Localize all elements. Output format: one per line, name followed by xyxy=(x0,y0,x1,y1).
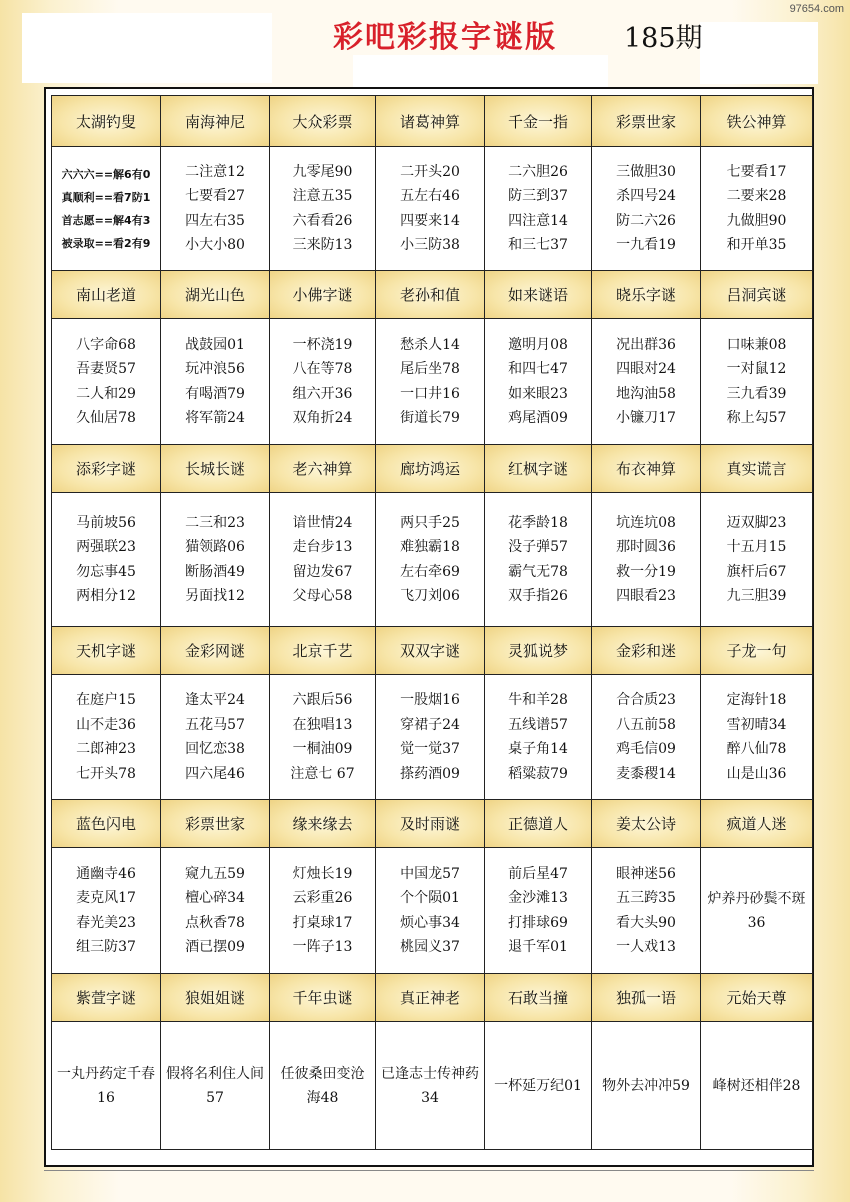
riddle-row xyxy=(52,147,813,271)
riddle-cell xyxy=(52,675,161,800)
column-name: 蓝色闪电 xyxy=(52,800,161,848)
column-name: 及时雨谜 xyxy=(376,800,485,848)
riddle-cell xyxy=(592,675,701,800)
column-name: 灵狐说梦 xyxy=(485,627,592,675)
riddle-line: 九零尾90 xyxy=(292,163,353,180)
riddle-line: 檀心碎34 xyxy=(185,890,245,906)
column-name: 布衣神算 xyxy=(592,445,701,493)
riddle-line: 地沟油58 xyxy=(616,385,676,402)
riddle-cell xyxy=(161,675,270,800)
riddle-line: 走台步13 xyxy=(292,539,353,555)
riddle-line: 六跟后56 xyxy=(292,692,353,708)
riddle-line: 二三和23 xyxy=(185,514,245,531)
riddle-line: 搽药酒09 xyxy=(400,765,460,782)
riddle-cell xyxy=(592,848,701,974)
riddle-line: 雪初晴34 xyxy=(726,716,787,733)
riddle-cell xyxy=(701,147,813,271)
riddle-line: 双手指26 xyxy=(508,588,568,604)
riddle-cell xyxy=(376,675,485,800)
name-row xyxy=(52,974,813,1022)
riddle-line: 父母心58 xyxy=(292,588,353,604)
column-name: 千年虫谜 xyxy=(270,974,376,1022)
riddle-line: 留边发67 xyxy=(292,563,353,580)
riddle-cell xyxy=(485,1022,592,1150)
name-row xyxy=(52,800,813,848)
riddle-line: 小大小80 xyxy=(185,237,245,253)
riddle-line: 桌子角14 xyxy=(508,741,568,757)
riddle-line: 六看看26 xyxy=(292,212,353,229)
riddle-line: 金沙滩13 xyxy=(508,890,568,906)
name-row xyxy=(52,627,813,675)
riddle-line: 救一分19 xyxy=(616,563,676,580)
riddle-line: 左右牵69 xyxy=(400,563,460,580)
riddle-line: 鸡尾酒09 xyxy=(508,410,568,426)
riddle-line: 一桐油09 xyxy=(292,741,353,757)
column-name: 老孙和值 xyxy=(376,271,485,319)
issue-number: 185期 xyxy=(624,23,703,54)
riddle-cell xyxy=(485,493,592,627)
riddle-line: 一杯延万纪01 xyxy=(494,1077,582,1094)
riddle-line: 窥九五59 xyxy=(185,865,245,882)
riddle-line: 五左右46 xyxy=(400,188,460,204)
riddle-line: 七要看27 xyxy=(185,188,245,204)
riddle-line: 个个陨01 xyxy=(400,890,460,906)
riddle-line: 牛和羊28 xyxy=(508,692,568,708)
riddle-line: 三做胆30 xyxy=(616,163,676,180)
riddle-line: 山是山36 xyxy=(726,765,787,782)
riddle-line: 打排球69 xyxy=(508,914,568,931)
bottom-divider xyxy=(44,1170,814,1171)
riddle-line: 打桌球17 xyxy=(292,914,353,931)
riddle-line: 飞刀刘06 xyxy=(400,588,460,604)
riddle-line: 一对鼠12 xyxy=(726,361,787,377)
column-name: 太湖钓叟 xyxy=(52,96,161,147)
riddle-cell xyxy=(376,1022,485,1150)
column-name: 紫萱字谜 xyxy=(52,974,161,1022)
page-title: 彩吧彩报字谜版 xyxy=(333,20,557,55)
column-name: 廊坊鸿运 xyxy=(376,445,485,493)
riddle-line: 四注意14 xyxy=(508,212,568,229)
riddle-line: 七要看17 xyxy=(726,163,787,180)
column-name: 南海神尼 xyxy=(161,96,270,147)
column-name: 老六神算 xyxy=(270,445,376,493)
riddle-line: 回忆恋38 xyxy=(185,741,245,757)
riddle-cell xyxy=(270,319,376,445)
riddle-line: 八五前58 xyxy=(616,716,676,733)
riddle-line: 愁杀人14 xyxy=(400,336,460,353)
column-name: 晓乐字谜 xyxy=(592,271,701,319)
riddle-line: 注意七 67 xyxy=(290,765,355,782)
riddle-line: 旗杆后67 xyxy=(726,563,787,580)
riddle-cell xyxy=(701,848,813,974)
column-name: 大众彩票 xyxy=(270,96,376,147)
riddle-line: 防二六26 xyxy=(616,212,676,229)
riddle-line: 那时圆36 xyxy=(616,539,676,555)
name-row xyxy=(52,445,813,493)
riddle-line: 酒已摆09 xyxy=(185,939,245,955)
riddle-line: 前后星47 xyxy=(508,865,568,882)
riddle-line: 稻粱菽79 xyxy=(508,765,568,782)
riddle-line: 防三到37 xyxy=(508,188,568,204)
riddle-line: 马前坡56 xyxy=(76,514,136,531)
riddle-line: 猫领路06 xyxy=(185,539,245,555)
riddle-line: 一口井16 xyxy=(400,385,460,402)
riddle-line: 九三胆39 xyxy=(726,588,787,604)
riddle-line: 在庭户15 xyxy=(76,692,136,708)
riddle-line: 难独霸18 xyxy=(400,539,460,555)
riddle-row xyxy=(52,493,813,627)
column-name: 南山老道 xyxy=(52,271,161,319)
riddle-line: 口味兼08 xyxy=(726,336,787,353)
riddle-line: 十五月15 xyxy=(726,539,787,555)
riddle-cell xyxy=(485,319,592,445)
riddle-line: 迈双脚23 xyxy=(726,514,787,531)
riddle-line: 被录取==看2有9 xyxy=(61,236,151,250)
riddle-cell xyxy=(701,319,813,445)
riddle-line: 玩冲浪56 xyxy=(185,361,245,377)
column-name: 真正神老 xyxy=(376,974,485,1022)
column-name: 元始天尊 xyxy=(701,974,813,1022)
riddle-line: 没子弹57 xyxy=(508,539,568,555)
blank-box-right xyxy=(700,22,818,84)
riddle-row xyxy=(52,319,813,445)
riddle-line: 通幽寺46 xyxy=(76,865,136,882)
riddle-line: 两只手25 xyxy=(400,514,460,531)
riddle-line: 退千军01 xyxy=(508,939,568,955)
riddle-line: 桃园义37 xyxy=(400,939,460,955)
column-name: 小佛字谜 xyxy=(270,271,376,319)
riddle-line: 两相分12 xyxy=(76,588,136,604)
riddle-line: 五线谱57 xyxy=(508,716,568,733)
riddle-line: 七开头78 xyxy=(76,765,136,782)
riddle-line: 霸气无78 xyxy=(508,563,568,580)
riddle-line: 和开单35 xyxy=(726,237,787,253)
riddle-line: 和四七47 xyxy=(508,361,568,377)
riddle-cell xyxy=(161,1022,270,1150)
riddle-cell xyxy=(161,848,270,974)
column-name: 彩票世家 xyxy=(592,96,701,147)
riddle-line: 邀明月08 xyxy=(508,336,568,353)
riddle-line: 四左右35 xyxy=(185,212,245,229)
riddle-line: 穿裙子24 xyxy=(400,716,460,733)
riddle-cell xyxy=(270,493,376,627)
riddle-line: 四眼看23 xyxy=(616,588,676,604)
column-name: 缘来缘去 xyxy=(270,800,376,848)
riddle-cell xyxy=(592,147,701,271)
riddle-cell xyxy=(270,848,376,974)
riddle-line: 战鼓园01 xyxy=(185,336,245,353)
column-name: 千金一指 xyxy=(485,96,592,147)
riddle-cell xyxy=(52,848,161,974)
column-name: 独孤一语 xyxy=(592,974,701,1022)
riddle-line: 久仙居78 xyxy=(76,410,136,426)
blank-box-left xyxy=(22,13,272,83)
riddle-line: 醉八仙78 xyxy=(726,741,787,757)
riddle-line: 四要来14 xyxy=(400,212,460,229)
column-name: 湖光山色 xyxy=(161,271,270,319)
riddle-cell xyxy=(270,147,376,271)
column-name: 双双字谜 xyxy=(376,627,485,675)
column-name: 石敢当撞 xyxy=(485,974,592,1022)
column-name: 子龙一句 xyxy=(701,627,813,675)
riddle-line: 谙世情24 xyxy=(292,514,353,531)
riddle-cell xyxy=(376,147,485,271)
riddle-cell xyxy=(592,1022,701,1150)
riddle-line: 花季龄18 xyxy=(508,514,568,531)
riddle-line: 两强联23 xyxy=(76,539,136,555)
column-name: 金彩和迷 xyxy=(592,627,701,675)
riddle-line: 麦黍稷14 xyxy=(616,765,676,782)
riddle-line: 九做胆90 xyxy=(726,212,787,229)
riddle-line: 有喝酒79 xyxy=(185,385,245,402)
riddle-line: 八字命68 xyxy=(76,336,136,353)
riddle-cell xyxy=(161,319,270,445)
riddle-line: 觉一觉37 xyxy=(400,741,460,757)
riddle-line: 二开头20 xyxy=(400,163,460,180)
riddle-line: 逢太平24 xyxy=(185,692,245,708)
riddle-line: 点秋香78 xyxy=(185,914,245,931)
column-name: 诸葛神算 xyxy=(376,96,485,147)
riddle-line: 况出群36 xyxy=(616,336,676,353)
riddle-line: 在独唱13 xyxy=(292,716,353,733)
watermark-text: 97654.com xyxy=(789,3,844,15)
riddle-cell xyxy=(52,319,161,445)
riddle-line: 灯烛长19 xyxy=(292,865,353,882)
name-row xyxy=(52,271,813,319)
riddle-line: 二六胆26 xyxy=(508,163,568,180)
riddle-line: 和三七37 xyxy=(508,237,568,253)
riddle-line: 任彼桑田变沧海48 xyxy=(280,1065,365,1106)
column-name: 如来谜语 xyxy=(485,271,592,319)
riddle-cell xyxy=(376,848,485,974)
riddle-cell xyxy=(376,493,485,627)
riddle-line: 鸡毛信09 xyxy=(616,741,676,757)
riddle-line: 注意五35 xyxy=(292,188,353,204)
riddle-cell xyxy=(270,675,376,800)
column-name: 天机字谜 xyxy=(52,627,161,675)
riddle-row xyxy=(52,848,813,974)
riddle-line: 一九看19 xyxy=(616,237,676,253)
riddle-table xyxy=(51,95,813,1150)
riddle-cell xyxy=(485,147,592,271)
riddle-line: 五花马57 xyxy=(185,716,245,733)
riddle-line: 合合质23 xyxy=(616,692,676,708)
riddle-cell xyxy=(485,848,592,974)
riddle-line: 烦心事34 xyxy=(400,914,460,931)
riddle-cell xyxy=(701,675,813,800)
riddle-cell xyxy=(701,1022,813,1150)
riddle-line: 一阵子13 xyxy=(292,939,353,955)
riddle-line: 勿忘事45 xyxy=(76,563,136,580)
riddle-line: 中国龙57 xyxy=(400,865,460,882)
riddle-line: 小镰刀17 xyxy=(616,410,676,426)
riddle-cell xyxy=(161,493,270,627)
riddle-cell xyxy=(161,147,270,271)
riddle-line: 山不走36 xyxy=(76,716,136,733)
riddle-cell xyxy=(592,493,701,627)
riddle-line: 炉养丹砂鬓不斑36 xyxy=(707,890,806,931)
column-name: 添彩字谜 xyxy=(52,445,161,493)
riddle-line: 八在等78 xyxy=(292,361,353,377)
column-name: 长城长谜 xyxy=(161,445,270,493)
riddle-line: 已逢志士传神药34 xyxy=(381,1065,479,1106)
riddle-row xyxy=(52,1022,813,1150)
riddle-line: 组六开36 xyxy=(292,385,353,402)
blank-box-center xyxy=(353,55,608,87)
riddle-line: 二人和29 xyxy=(76,385,136,402)
riddle-line: 四眼对24 xyxy=(616,361,676,377)
riddle-cell xyxy=(270,1022,376,1150)
riddle-line: 峰树还相伴28 xyxy=(712,1077,801,1094)
riddle-line: 眼神迷56 xyxy=(616,865,676,882)
column-name: 金彩网谜 xyxy=(161,627,270,675)
riddle-line: 一人戏13 xyxy=(616,939,676,955)
riddle-cell xyxy=(52,1022,161,1150)
riddle-row xyxy=(52,675,813,800)
riddle-line: 二要来28 xyxy=(726,188,787,204)
riddle-line: 定海针18 xyxy=(726,692,787,708)
riddle-line: 首志愿==解4有3 xyxy=(61,213,151,227)
riddle-line: 五三跨35 xyxy=(616,890,676,906)
riddle-cell xyxy=(701,493,813,627)
column-name: 铁公神算 xyxy=(701,96,813,147)
riddle-line: 小三防38 xyxy=(400,237,460,253)
column-name: 红枫字谜 xyxy=(485,445,592,493)
column-name: 姜太公诗 xyxy=(592,800,701,848)
riddle-line: 一丸丹药定千春16 xyxy=(57,1065,155,1106)
riddle-line: 假将名利住人间57 xyxy=(166,1065,264,1106)
riddle-line: 二郎神23 xyxy=(76,741,136,757)
riddle-line: 双角折24 xyxy=(292,410,353,426)
riddle-cell xyxy=(52,493,161,627)
riddle-cell xyxy=(485,675,592,800)
column-name: 正德道人 xyxy=(485,800,592,848)
riddle-line: 二注意12 xyxy=(185,163,245,180)
riddle-line: 麦克风17 xyxy=(76,890,136,906)
riddle-cell xyxy=(52,147,161,271)
name-row xyxy=(52,96,813,147)
riddle-cell xyxy=(376,319,485,445)
riddle-line: 组三防37 xyxy=(76,939,136,955)
column-name: 疯道人迷 xyxy=(701,800,813,848)
riddle-line: 另面找12 xyxy=(185,588,245,604)
column-name: 彩票世家 xyxy=(161,800,270,848)
riddle-line: 春光美23 xyxy=(76,914,136,931)
column-name: 狼姐姐谜 xyxy=(161,974,270,1022)
riddle-line: 一杯浇19 xyxy=(292,336,353,353)
riddle-line: 物外去冲冲59 xyxy=(602,1077,690,1094)
riddle-line: 真顺利==看7防1 xyxy=(61,190,151,204)
column-name: 真实谎言 xyxy=(701,445,813,493)
riddle-line: 尾后坐78 xyxy=(400,361,460,377)
column-name: 北京千艺 xyxy=(270,627,376,675)
riddle-line: 街道长79 xyxy=(400,410,460,426)
riddle-line: 坑连坑08 xyxy=(616,514,676,531)
riddle-line: 四六尾46 xyxy=(185,765,245,782)
riddle-line: 一股烟16 xyxy=(400,692,460,708)
riddle-line: 如来眼23 xyxy=(508,385,568,402)
riddle-cell xyxy=(592,319,701,445)
riddle-line: 云彩重26 xyxy=(292,890,353,906)
riddle-line: 看大头90 xyxy=(616,914,676,931)
column-name: 吕洞宾谜 xyxy=(701,271,813,319)
riddle-line: 称上勾57 xyxy=(726,410,787,426)
riddle-line: 将军箭24 xyxy=(185,410,245,426)
riddle-line: 三九看39 xyxy=(726,385,787,402)
riddle-line: 断肠酒49 xyxy=(185,563,245,580)
riddle-line: 三来防13 xyxy=(292,237,353,253)
riddle-line: 六六六==解6有0 xyxy=(61,167,151,181)
riddle-line: 吾妻贤57 xyxy=(76,361,136,377)
riddle-line: 杀四号24 xyxy=(616,188,676,204)
